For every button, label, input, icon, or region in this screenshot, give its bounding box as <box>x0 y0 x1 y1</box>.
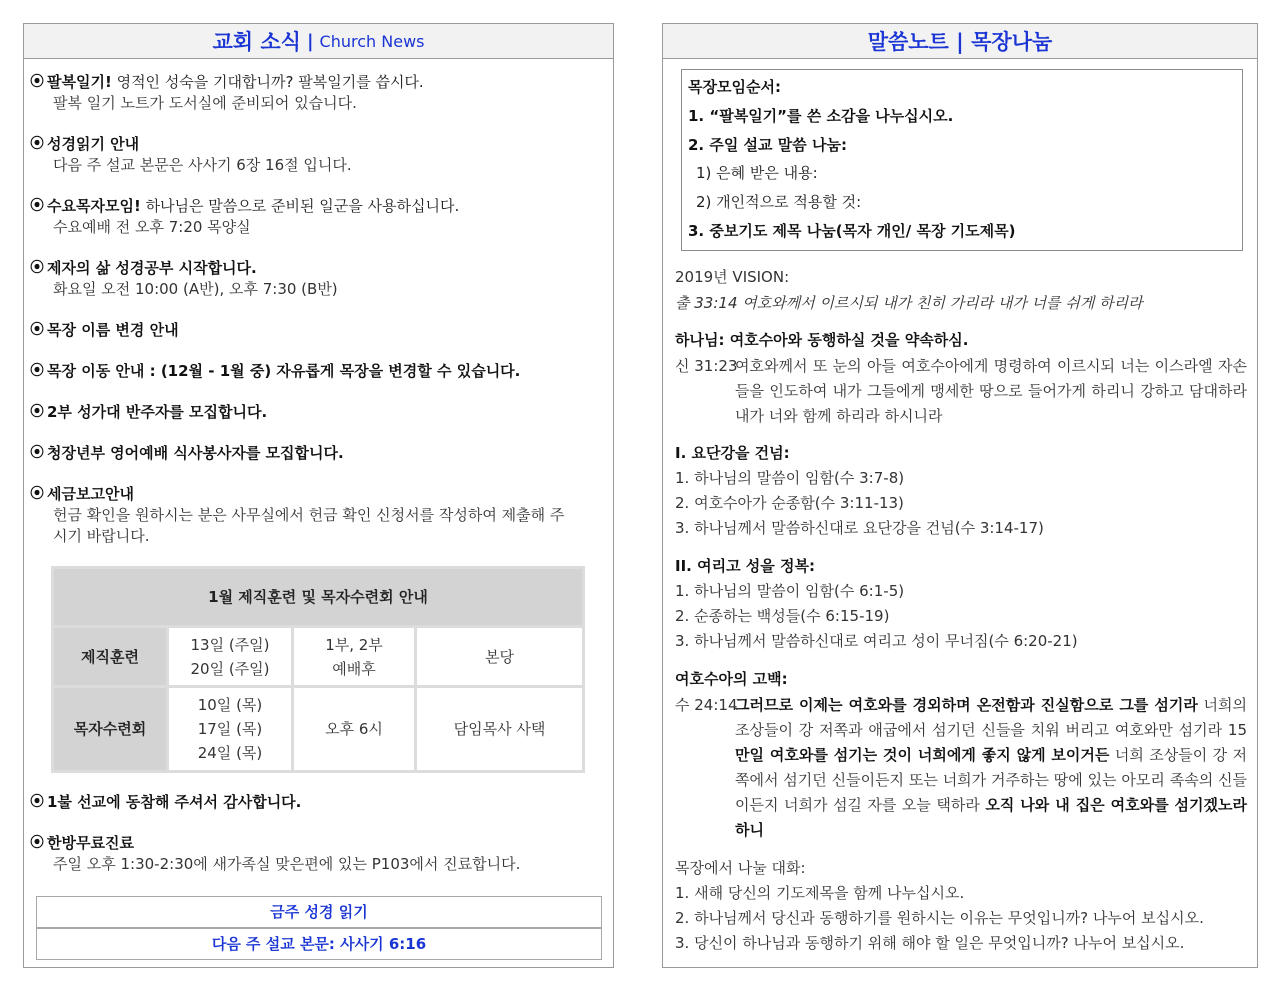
time-cell <box>294 628 414 685</box>
vision-verse: 출 33:14 여호와께서 이르시되 내가 친히 가리라 내가 너를 쉬게 하리라 <box>675 294 1143 312</box>
section-heading: II. 여리고 성을 정복: <box>675 557 815 575</box>
next-sermon-text: 다음 주 설교 본문: 사사기 6:16 <box>36 928 602 960</box>
weekly-bible-reading: 금주 성경 읽기 <box>36 896 602 928</box>
news-item <box>30 833 600 875</box>
church-news-title: 교회 소식 <box>212 30 301 54</box>
list-item: 2. 하나님께서 당신과 동행하기를 원하시는 이유는 무엇입니까? 나누어 보십시오. <box>675 909 1204 927</box>
order-title: 목장모임순서: <box>688 78 781 96</box>
verse-text: 여호와께서 또 눈의 아들 여호수아에게 명령하여 이르시되 너는 이스라엘 자손들을 인도하여 내가 그들에게 맹세한 땅으로 들어가게 하리니 강하고 담대하라 내가 너와 함께 하리라 하시니라 <box>735 357 1247 425</box>
church-news-header <box>24 24 613 59</box>
date-value: 10일 (목) <box>197 696 263 714</box>
time-value: 1부, 2부 <box>325 635 383 654</box>
section-heading: 하나님: 여호수아와 동행하실 것을 약속하심. <box>675 331 969 349</box>
verse-reference: 수 24:14 <box>675 696 738 714</box>
schedule-table <box>51 566 585 773</box>
list-item: 1. 새해 당신의 기도제목을 함께 나누십시오. <box>675 884 965 902</box>
news-item <box>30 72 600 114</box>
date-value: 20일 (주일) <box>190 659 270 678</box>
list-item: 2. 순종하는 백성들(수 6:15-19) <box>675 607 890 625</box>
news-heading: 목장 이름 변경 안내 <box>47 321 179 339</box>
news-heading: 목장 이동 안내 : (12월 - 1월 중) 자유롭게 목장을 변경할 수 있습니다. <box>47 362 521 380</box>
news-heading: 청장년부 영어예배 식사봉사자를 모집합니다. <box>47 444 344 462</box>
verse-block <box>675 693 1247 843</box>
news-heading: 수요목자모임! <box>47 197 141 215</box>
list-item: 3. 하나님께서 말씀하신대로 여리고 성이 무너짐(수 6:20-21) <box>675 632 1078 650</box>
news-detail: 화요일 오전 10:00 (A반), 오후 7:30 (B반) <box>53 280 338 298</box>
bullet-icon: ⦿ <box>30 363 44 379</box>
verse-part-bold: 그러므로 이제는 여호와를 경외하며 온전함과 진실함으로 그를 섬기라 <box>735 696 1198 714</box>
order-item: 1. “팔복일기”를 쓴 소감을 나누십시오. <box>688 107 954 125</box>
bullet-icon: ⦿ <box>30 198 44 214</box>
list-item: 3. 하나님께서 말씀하신대로 요단강을 건넘(수 3:14-17) <box>675 519 1044 537</box>
bullet-icon: ⦿ <box>30 794 44 810</box>
news-item <box>30 443 600 464</box>
list-item: 1. 하나님의 말씀이 임함(수 3:7-8) <box>675 469 905 487</box>
section-heading: 여호수아의 고백: <box>675 670 788 688</box>
news-detail: 주일 오후 1:30-2:30에 새가족실 맞은편에 있는 P103에서 진료합니다. <box>53 855 521 873</box>
list-item: 3. 당신이 하나님과 동행하기 위해 해야 할 일은 무엇입니까? 나누어 보십시오. <box>675 934 1185 952</box>
church-news-panel <box>23 23 614 968</box>
place-cell: 본당 <box>417 628 582 685</box>
verse-part: 너희 조상들이 강 저쪽에서 섬기던 신들이든지 또는 너희가 거주하는 땅에 있는 아모리 족속의 신들이든지 너희가 섬길 자를 오늘 택하라 <box>735 746 1248 814</box>
bullet-icon: ⦿ <box>30 835 44 851</box>
news-item <box>30 320 600 341</box>
news-text: 하나님은 말씀으로 준비된 일군을 사용하십니다. <box>140 197 460 215</box>
verse-part: 너희의 조상들이 강 저쪽과 애굽에서 섬기던 신들을 치워 버리고 여호와만 섬기라 15 <box>735 696 1247 739</box>
date-cell <box>169 688 291 770</box>
news-text: 영적인 성숙을 기대합니까? 팔복일기를 씁시다. <box>111 73 424 91</box>
news-item <box>30 484 600 547</box>
news-item <box>30 134 600 176</box>
news-heading: 제자의 삶 성경공부 시작합니다. <box>47 259 257 277</box>
news-heading: 1불 선교에 동참해 주셔서 감사합니다. <box>47 793 302 811</box>
bullet-icon: ⦿ <box>30 74 44 90</box>
news-item <box>30 196 600 238</box>
title-separator: | <box>306 30 314 52</box>
bullet-icon: ⦿ <box>30 260 44 276</box>
sermon-note-title: 말씀노트 | 목장나눔 <box>867 30 1053 54</box>
row-label: 제직훈련 <box>54 628 166 685</box>
news-item <box>30 361 600 382</box>
date-value: 17일 (목) <box>197 720 263 738</box>
date-value: 24일 (목) <box>197 744 263 762</box>
verse-block <box>675 354 1247 429</box>
verse-part-bold: 오직 나와 내 집은 여호와를 섬기겠노라 하니 <box>735 796 1247 839</box>
date-cell <box>169 628 291 685</box>
news-detail: 팔복 일기 노트가 도서실에 준비되어 있습니다. <box>53 94 357 112</box>
verse-part-bold: 만일 여호와를 섬기는 것이 너희에게 좋지 않게 보이거든 <box>735 746 1110 764</box>
time-cell: 오후 6시 <box>294 688 414 770</box>
sermon-note-header <box>663 24 1257 59</box>
news-heading: 세금보고안내 <box>47 485 134 503</box>
news-heading: 2부 성가대 반주자를 모집합니다. <box>47 403 268 421</box>
news-detail: 헌금 확인을 원하시는 분은 사무실에서 헌금 확인 신청서를 작성하여 제출해 주시기 바랍니다. <box>53 506 565 545</box>
bullet-icon: ⦿ <box>30 404 44 420</box>
verse-reference: 신 31:23 <box>675 357 738 375</box>
verse-text <box>735 693 1247 843</box>
table-row <box>54 688 582 770</box>
bullet-icon: ⦿ <box>30 136 44 152</box>
talk-heading: 목장에서 나눌 대화: <box>675 859 806 877</box>
news-item <box>30 258 600 300</box>
table-row <box>54 628 582 685</box>
list-item: 2. 여호수아가 순종함(수 3:11-13) <box>675 494 904 512</box>
time-value: 예배후 <box>332 659 376 678</box>
news-heading: 팔복일기! <box>47 73 112 91</box>
news-item <box>30 792 600 813</box>
church-news-title-en: Church News <box>319 31 425 51</box>
vision-label: 2019년 VISION: <box>675 268 790 286</box>
order-item: 2. 주일 설교 말씀 나눔: <box>688 136 847 154</box>
news-detail: 다음 주 설교 본문은 사사기 6장 16절 입니다. <box>53 156 352 174</box>
news-heading: 성경읽기 안내 <box>47 135 140 153</box>
place-cell: 담임목사 사택 <box>417 688 582 770</box>
order-subitem: 1) 은혜 받은 내용: <box>696 164 818 182</box>
order-subitem: 2) 개인적으로 적용할 것: <box>696 193 862 211</box>
schedule-table-header: 1월 제직훈련 및 목자수련회 안내 <box>54 569 582 625</box>
date-value: 13일 (주일) <box>190 635 270 654</box>
bullet-icon: ⦿ <box>30 486 44 502</box>
order-item: 3. 중보기도 제목 나눔(목자 개인/ 목장 기도제목) <box>688 222 1016 240</box>
sermon-note-panel <box>662 23 1258 968</box>
list-item: 1. 하나님의 말씀이 임함(수 6:1-5) <box>675 582 905 600</box>
cell-meeting-order-box <box>681 69 1243 251</box>
bullet-icon: ⦿ <box>30 445 44 461</box>
news-item <box>30 402 600 423</box>
row-label: 목자수련회 <box>54 688 166 770</box>
section-heading: I. 요단강을 건넘: <box>675 444 790 462</box>
news-detail: 수요예배 전 오후 7:20 목양실 <box>53 218 251 236</box>
bullet-icon: ⦿ <box>30 322 44 338</box>
news-heading: 한방무료진료 <box>47 834 134 852</box>
